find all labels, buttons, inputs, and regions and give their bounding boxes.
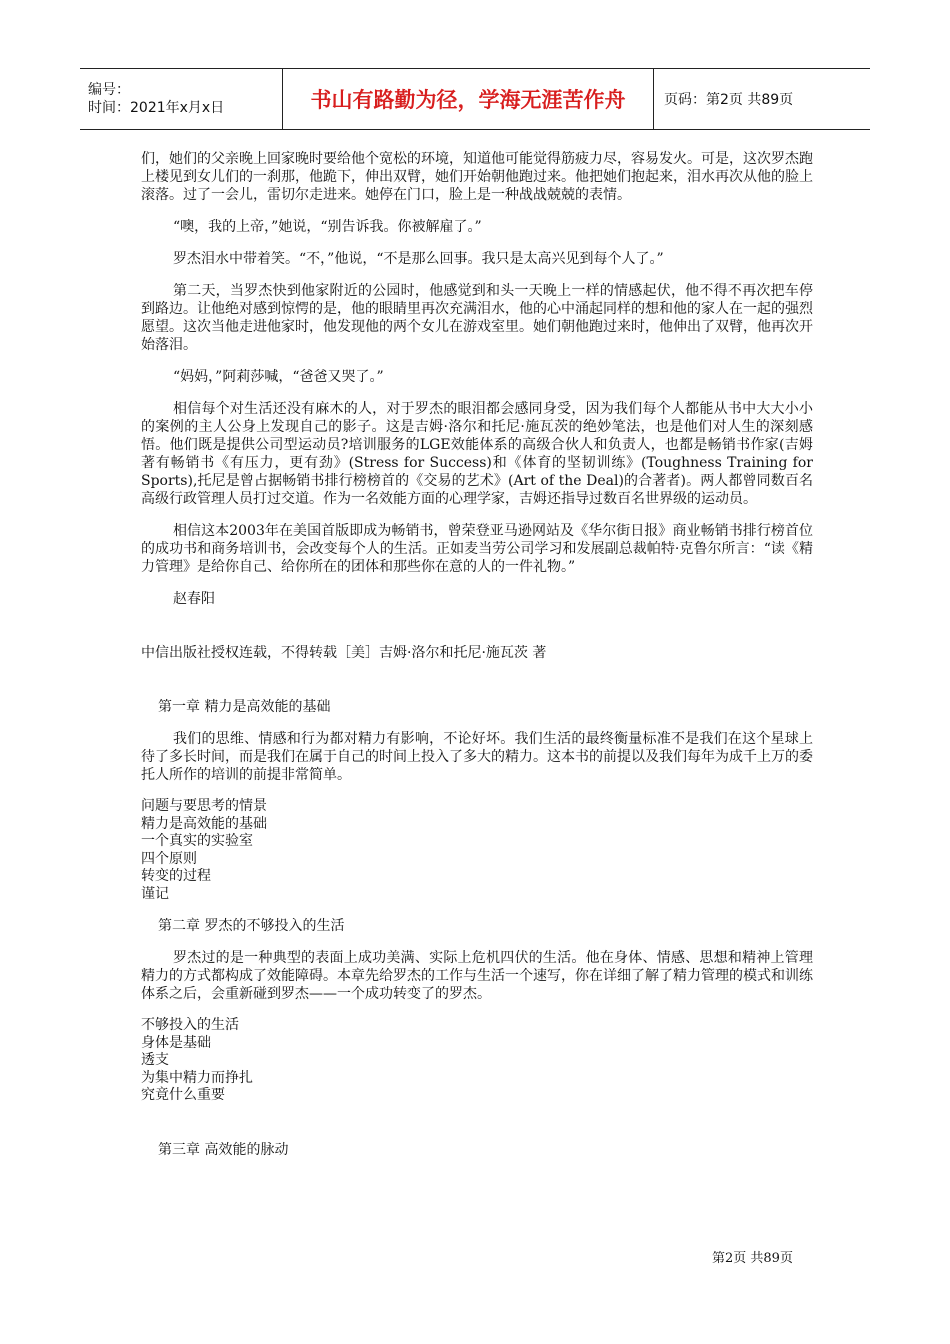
code-label: 编号：: [88, 82, 130, 98]
toc-item: 转变的过程: [141, 868, 211, 884]
toc-item: 谨记: [141, 885, 169, 902]
toc-item: 究竟什么重要: [141, 1087, 225, 1103]
toc-item: 问题与要思考的情景: [141, 798, 267, 814]
chapter-title: 第一章 精力是高效能的基础: [158, 699, 331, 715]
chapter-intro: 我们的思维、情感和行为都对精力有影响，不论好坏。我们生活的最终衡量标准不是我们在这个星球上待了多长时间，而是我们在属于自己的时间上投入了多大的精力。这本书的前提以及我们每年为成千上万的委托人所作的培训的前提非常简单。: [141, 731, 813, 783]
header-motto: 书山有路勤为径，学海无涯苦作舟: [282, 69, 654, 129]
toc-item: 为集中精力而挣扎: [141, 1069, 253, 1086]
header-page-info: 页码：第2页 共89页: [664, 92, 794, 108]
page-footer: 第2页 共89页: [712, 1251, 793, 1266]
paragraph: 相信这本2003年在美国首版即成为畅销书，曾荣登亚马逊网站及《华尔街日报》商业畅销书排行榜首位的成功书和商务培训书，会改变每个人的生活。正如麦当劳公司学习和发展副总裁帕特·克鲁尔所言：“读《精力管理》是给你自己、给你所在的团体和那些你在意的人的一件礼物。”: [141, 523, 813, 575]
toc-item: 四个原则: [141, 850, 197, 867]
chapter-title: 第二章 罗杰的不够投入的生活: [158, 918, 345, 934]
chapter-title: 第三章 高效能的脉动: [158, 1141, 289, 1158]
paragraph: 相信每个对生活还没有麻木的人，对于罗杰的眼泪都会感同身受，因为我们每个人都能从书中大大小小的案例的主人公身上发现自己的影子。这是吉姆·洛尔和托尼·施瓦茨的绝妙笔法，也是他们对人生的深刻感悟。他们既是提供公司型运动员?培训服务的LGE效能体系的高级合伙人和负责人，也都是畅销书作家(吉姆著有畅销书《有压力，更有劲》(Stress for Success)和《体育的坚韧训练》(Toughness Training for Sports),托尼是曾占据畅销书排行榜榜首的《交易的艺术》(Art of the Deal)的合著者)。两人都曾同数百名高级行政管理人员打过交道。作为一名效能方面的心理学家，吉姆还指导过数百名世界级的运动员。: [141, 401, 813, 507]
chapter-intro: 罗杰过的是一种典型的表面上成功美满、实际上危机四伏的生活。他在身体、情感、思想和精神上管理精力的方式都构成了效能障碍。本章先给罗杰的工作与生活一个速写，你在详细了解了精力管理的模式和训练体系之后，会重新碰到罗杰——一个成功转变了的罗杰。: [141, 950, 813, 1002]
chapter-toc: [141, 1017, 813, 1105]
time-label: 时间：2021年x月x日: [88, 100, 225, 116]
toc-item: 精力是高效能的基础: [141, 815, 267, 832]
paragraph: 们，她们的父亲晚上回家晚时要给他个宽松的环境，知道他可能觉得筋疲力尽，容易发火。可是，这次罗杰跑上楼见到女儿们的一刹那，他跪下，伸出双臂，她们开始朝他跑过来。他把她们抱起来，泪水再次从他的脸上滚落。过了一会儿，雷切尔走进来。她停在门口，脸上是一种战战兢兢的表情。: [141, 151, 813, 203]
toc-item: 身体是基础: [141, 1034, 211, 1051]
paragraph: 第二天，当罗杰快到他家附近的公园时，他感觉到和头一天晚上一样的情感起伏，他不得不再次把车停到路边。让他绝对感到惊愕的是，他的眼睛里再次充满泪水，他的心中涌起同样的想和他的家人在一起的强烈愿望。这次当他走进他家时，他发现他的两个女儿在游戏室里。她们朝他跑过来时，他伸出了双臂，他再次开始落泪。: [141, 283, 813, 353]
paragraph: “噢，我的上帝，”她说，“别告诉我。你被解雇了。”: [173, 219, 482, 235]
publisher-line: 中信出版社授权连载，不得转载［美］吉姆·洛尔和托尼·施瓦茨 著: [141, 645, 547, 661]
translator-signature: 赵春阳: [173, 591, 215, 607]
paragraph: “妈妈，”阿莉莎喊，“爸爸又哭了。”: [173, 369, 384, 385]
paragraph: 罗杰泪水中带着笑。“不，”他说，“不是那么回事。我只是太高兴见到每个人了。”: [173, 251, 664, 267]
page-header: [80, 68, 870, 130]
chapter-toc: [141, 798, 813, 903]
header-meta: [80, 69, 282, 129]
toc-item: 一个真实的实验室: [141, 833, 253, 849]
toc-item: 透支: [141, 1052, 169, 1068]
document-body: [141, 150, 813, 1159]
toc-item: 不够投入的生活: [141, 1017, 239, 1033]
